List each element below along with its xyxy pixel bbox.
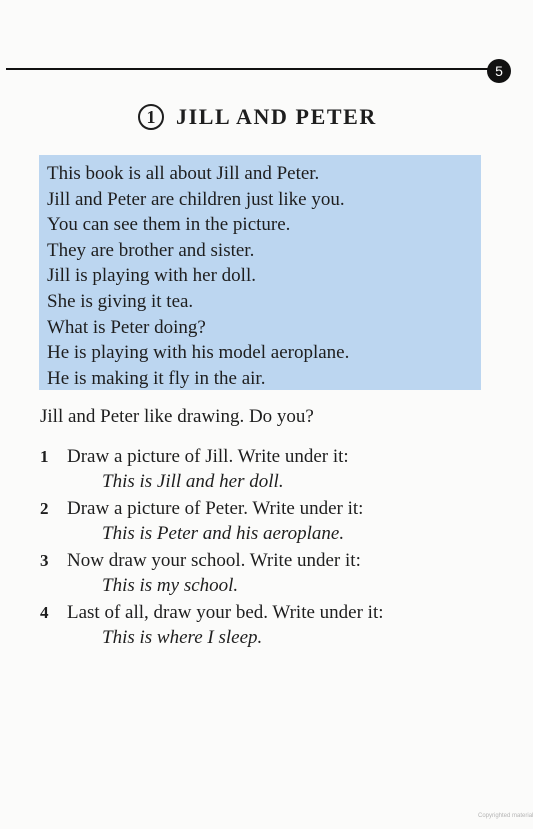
story-line: What is Peter doing? [47, 316, 206, 338]
story-line: Jill and Peter are children just like you. [47, 188, 345, 210]
chapter-number: 1 [146, 106, 156, 127]
story-box [39, 155, 481, 390]
story-line: This book is all about Jill and Peter. [47, 163, 320, 184]
task-instruction: Draw a picture of Peter. Write under it: [67, 498, 364, 519]
chapter-number-circle [138, 104, 164, 130]
activity-intro: Jill and Peter like drawing. Do you? [40, 406, 314, 427]
task-caption: This is Peter and his aeroplane. [102, 523, 345, 544]
story-line: She is giving it tea. [47, 290, 194, 312]
story-line: They are brother and sister. [47, 239, 255, 261]
task-caption: This is my school. [102, 575, 239, 596]
task-number: 4 [40, 603, 49, 622]
task-caption: This is where I sleep. [102, 627, 263, 648]
copyright-watermark: Copyrighted material [478, 813, 533, 819]
task-instruction: Last of all, draw your bed. Write under it: [67, 602, 384, 623]
task-caption: This is Jill and her doll. [102, 471, 284, 492]
chapter-title-text: JILL AND PETER [176, 104, 377, 129]
task-number: 2 [40, 499, 49, 518]
story-line: He is playing with his model aeroplane. [47, 342, 350, 364]
task-instruction: Draw a picture of Jill. Write under it: [67, 446, 349, 467]
chapter-title [138, 100, 377, 134]
story-line: Jill is playing with her doll. [47, 265, 256, 287]
task-number: 1 [40, 447, 49, 466]
story-line: You can see them in the picture. [47, 214, 291, 236]
story-line: He is making it fly in the air. [47, 367, 266, 389]
page-number-badge [487, 59, 511, 83]
task-instruction: Now draw your school. Write under it: [67, 550, 361, 571]
page-number: 5 [495, 63, 503, 79]
task-number: 3 [40, 551, 49, 570]
header-rule [6, 68, 490, 70]
